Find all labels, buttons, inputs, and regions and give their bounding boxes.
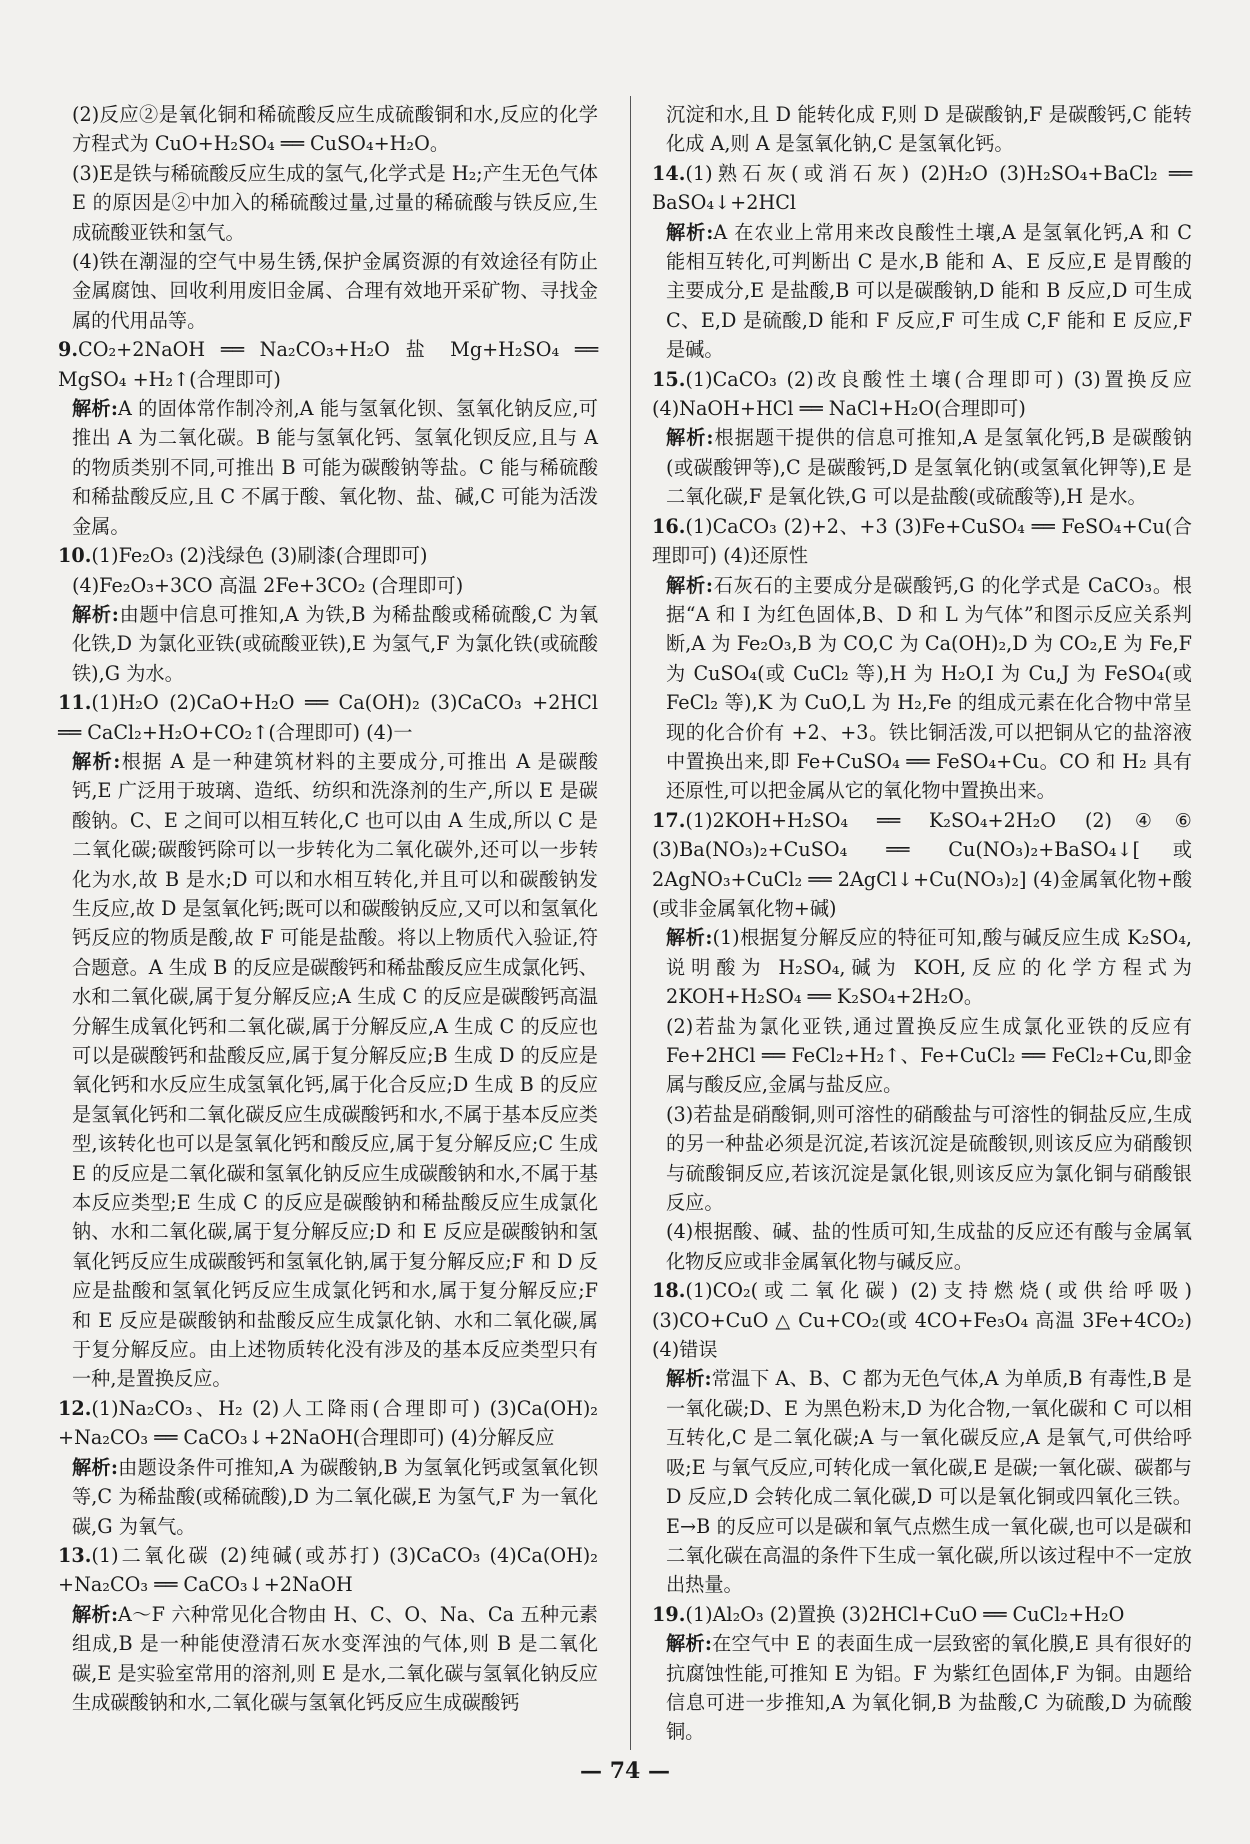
item-number: 12. xyxy=(58,1396,92,1420)
paragraph-text: (3)若盐是硝酸铜,则可溶性的硝酸盐与可溶性的铜盐反应,生成的另一种盐必须是沉淀,若该沉淀是硫酸钡,则该反应为硝酸钡与硫酸铜反应,若该沉淀是氯化银,则该反应为氯化铜与硝酸银反应。 xyxy=(666,1102,1192,1215)
analysis-paragraph xyxy=(652,571,1192,806)
answer-item xyxy=(652,159,1192,218)
paragraph-text: 由题设条件可推知,A 为碳酸钠,B 为氢氧化钙或氢氧化钡等,C 为稀盐酸(或稀硫酸),D 为二氧化碳,E 为氢气,F 为一氧化碳,G 为氧气。 xyxy=(72,1455,598,1538)
paragraph-text: 根据 A 是一种建筑材料的主要成分,可推出 A 是碳酸钙,E 广泛用于玻璃、造纸、纺织和洗涤剂的生产,所以 E 是碳酸钠。C、E 之间可以相互转化,C 也可以由 A 生成,所以 C 是二氧化碳;碳酸钙除可以一步转化为二氧化碳外,还可以一步转化为水,故 B 是水;D 可以和水相互转化,并且可以和碳酸钠发生反应,故 D 是氢氧化钙;既可以和碳酸钠反应,又可以和氢氧化钙反应的物质是酸,故 F 可能是盐酸。将以上物质代入验证,符合题意。A 生成 B 的反应是碳酸钙和稀盐酸反应生成氯化钙、水和二氧化碳,属于复分解反应;A 生成 C 的反应是碳酸钙高温分解生成氧化钙和二氧化碳,属于分解反应,A 生成 C 的反应也可以是碳酸钙和盐酸反应,属于复分解反应;B 生成 D 的反应是氧化钙和水反应生成氢氧化钙,属于化合反应;D 生成 B 的反应是氢氧化钙和二氧化碳反应生成碳酸钙和水,不属于基本反应类型,该转化也可以是氢氧化钙和酸反应,属于复分解反应;C 生成 E 的反应是二氧化碳和氢氧化钠反应生成碳酸钠和水,不属于基本反应类型;E 生成 C 的反应是碳酸钠和稀盐酸反应生成氯化钠、水和二氧化碳,属于复分解反应;D 和 E 反应是碳酸钠和氢氧化钙反应生成碳酸钙和氢氧化钠,属于复分解反应;F 和 D 反应是盐酸和氢氧化钙反应生成氯化钙和水,属于复分解反应;F 和 E 反应是碳酸钠和盐酸反应生成氯化钠、水和二氧化碳,属于复分解反应。由上述物质转化没有涉及的基本反应类型只有一种,是置换反应。 xyxy=(72,749,598,1391)
paragraph-text: (1)二氧化碳 (2)纯碱(或苏打) (3)CaCO₃ (4)Ca(OH)₂ +Na₂CO₃ ══ CaCO₃↓+2NaOH xyxy=(58,1543,598,1597)
answer-paragraph xyxy=(58,247,598,335)
item-number: 17. xyxy=(652,808,686,832)
paragraph-text: (1)Fe₂O₃ (2)浅绿色 (3)刷漆(合理即可) xyxy=(91,544,428,568)
paragraph-text: 在空气中 E 的表面生成一层致密的氧化膜,E 具有很好的抗腐蚀性能,可推知 E 为铝。F 为紫红色固体,F 为铜。由题给信息可进一步推知,A 为氧化铜,B 为盐酸,C 为硫酸,D 为硫酸铜。 xyxy=(666,1632,1192,1744)
item-number: 11. xyxy=(58,691,92,715)
answer-item xyxy=(652,806,1192,924)
item-number: 14. xyxy=(652,161,686,185)
analysis-paragraph xyxy=(652,1364,1192,1599)
page-number: — 74 — xyxy=(580,1758,670,1784)
paragraph-text: A 的固体常作制冷剂,A 能与氢氧化钡、氢氧化钠反应,可推出 A 为二氧化碳。B 能与氢氧化钙、氢氧化钡反应,且与 A 的物质类别不同,可推出 B 可能为碳酸钠等盐。C 能与稀硫酸和稀盐酸反应,且 C 不属于酸、氧化物、盐、碱,C 可能为活泼金属。 xyxy=(72,397,598,538)
analysis-paragraph xyxy=(58,1600,598,1718)
item-number: 9. xyxy=(58,338,79,362)
paragraph-text: (3)E是铁与稀硫酸反应生成的氢气,化学式是 H₂;产生无色气体 E 的原因是②中加入的稀硫酸过量,过量的稀硫酸与铁反应,生成硫酸亚铁和氢气。 xyxy=(72,161,598,244)
item-number: 10. xyxy=(58,544,92,568)
analysis-paragraph xyxy=(58,747,598,1394)
paragraph-text: (2)反应②是氧化铜和稀硫酸反应生成硫酸铜和水,反应的化学方程式为 CuO+H₂SO₄ ══ CuSO₄+H₂O。 xyxy=(72,103,598,156)
paragraph-text: (4)根据酸、碱、盐的性质可知,生成盐的反应还有酸与金属氧化物反应或非金属氧化物与碱反应。 xyxy=(666,1220,1192,1273)
answer-item xyxy=(58,688,598,747)
analysis-paragraph xyxy=(652,923,1192,1011)
paragraph-text: (1)2KOH+H₂SO₄ ══ K₂SO₄+2H₂O (2)④⑥ (3)Ba(NO₃)₂+CuSO₄ ══ Cu(NO₃)₂+BaSO₄↓[或 2AgNO₃+CuCl₂ ══ 2AgCl↓+Cu(NO₃)₂] (4)金属氧化物+酸(或非金属氧化物+碱) xyxy=(652,808,1192,920)
paragraph-text: (1)Na₂CO₃、H₂ (2)人工降雨(合理即可) (3)Ca(OH)₂ +Na₂CO₃ ══ CaCO₃↓+2NaOH(合理即可) (4)分解反应 xyxy=(58,1396,598,1450)
analysis-label: 解析: xyxy=(72,1602,119,1626)
answer-item xyxy=(58,541,598,570)
analysis-paragraph xyxy=(652,423,1192,511)
answer-paragraph xyxy=(58,571,598,600)
paragraph-text: 沉淀和水,且 D 能转化成 F,则 D 是碳酸钠,F 是碳酸钙,C 能转化成 A,则 A 是氢氧化钠,C 是氢氧化钙。 xyxy=(666,103,1192,156)
analysis-label: 解析: xyxy=(666,1367,712,1391)
paragraph-text: 由题中信息可推知,A 为铁,B 为稀盐酸或稀硫酸,C 为氧化铁,D 为氯化亚铁(或硫酸亚铁),E 为氢气,F 为氯化铁(或硫酸铁),G 为水。 xyxy=(72,602,598,685)
analysis-label: 解析: xyxy=(72,397,118,421)
paragraph-text: A 在农业上常用来改良酸性土壤,A 是氢氧化钙,A 和 C 能相互转化,可判断出 C 是水,B 能和 A、E 反应,E 是胃酸的主要成分,E 是盐酸,B 可以是碳酸钠,D 能和 B 反应,D 可生成 C、E,D 是硫酸,D 能和 F 反应,F 可生成 C,F 能和 E 反应,F 是碱。 xyxy=(666,220,1192,362)
paragraph-text: (1)熟石灰(或消石灰) (2)H₂O (3)H₂SO₄+BaCl₂ ══ BaSO₄↓+2HCl xyxy=(652,161,1192,215)
item-number: 15. xyxy=(652,367,686,391)
answer-paragraph xyxy=(652,1100,1192,1218)
paragraph-text: A～F 六种常见化合物由 H、C、O、Na、Ca 五种元素组成,B 是一种能使澄清石灰水变浑浊的气体,则 B 是二氧化碳,E 是实验室常用的溶剂,则 E 是水,二氧化碳与氢氧化钠反应生成碳酸钠和水,二氧化碳与氢氧化钙反应生成碳酸钙 xyxy=(72,1602,598,1714)
analysis-paragraph xyxy=(58,1453,598,1541)
analysis-label: 解析: xyxy=(666,426,714,450)
answer-paragraph xyxy=(652,100,1192,159)
answer-paragraph xyxy=(652,1217,1192,1276)
paragraph-text: (1)CO₂(或二氧化碳) (2)支持燃烧(或供给呼吸) (3)CO+CuO △ Cu+CO₂(或 4CO+Fe₃O₄ 高温 3Fe+4CO₂) (4)错误 xyxy=(652,1279,1192,1362)
paragraph-text: (4)铁在潮湿的空气中易生锈,保护金属资源的有效途径有防止金属腐蚀、回收利用废旧金属、合理有效地开采矿物、寻找金属的代用品等。 xyxy=(72,250,598,332)
paragraph-text: 常温下 A、B、C 都为无色气体,A 为单质,B 有毒性,B 是一氧化碳;D、E 为黑色粉末,D 为化合物,一氧化碳和 C 可以相互转化,C 是二氧化碳;A 与一氧化碳反应,A 是氧气,可供给呼吸;E 与氧气反应,可转化成一氧化碳,E 是碳;一氧化碳、碳都与 D 反应,D 会转化成二氧化碳,D 可以是氧化铜或四氧化三铁。E→B 的反应可以是碳和氧气点燃生成一氧化碳,也可以是碳和二氧化碳在高温的条件下生成一氧化碳,所以该过程中不一定放出热量。 xyxy=(666,1367,1192,1597)
analysis-label: 解析: xyxy=(666,573,713,597)
paragraph-text: 根据题干提供的信息可推知,A 是氢氧化钙,B 是碳酸钠(或碳酸钾等),C 是碳酸钙,D 是氢氧化钠(或氢氧化钾等),E 是二氧化碳,F 是氧化铁,G 可以是盐酸(或硫酸等),H 是水。 xyxy=(666,426,1192,509)
answer-item xyxy=(58,335,598,394)
paragraph-text: (4)Fe₂O₃+3CO 高温 2Fe+3CO₂ (合理即可) xyxy=(72,573,464,597)
paragraph-text: CO₂+2NaOH ══ Na₂CO₃+H₂O 盐 Mg+H₂SO₄ ══ MgSO₄ +H₂↑(合理即可) xyxy=(58,338,598,391)
paragraph-text: (1)CaCO₃ (2)+2、+3 (3)Fe+CuSO₄ ══ FeSO₄+Cu(合理即可) (4)还原性 xyxy=(652,514,1192,568)
analysis-paragraph xyxy=(58,394,598,541)
analysis-label: 解析: xyxy=(666,1632,712,1656)
paragraph-text: 石灰石的主要成分是碳酸钙,G 的化学式是 CaCO₃。根据“A 和 I 为红色固体,B、D 和 L 为气体”和图示反应关系判断,A 为 Fe₂O₃,B 为 CO,C 为 Ca(OH)₂,D 为 CO₂,E 为 Fe,F 为 CuSO₄(或 CuCl₂ 等),H 为 H₂O,I 为 Cu,J 为 FeSO₄(或 FeCl₂ 等),K 为 CuO,L 为 H₂,Fe 的组成元素在化合物中常呈现的化合价有 +2、+3。铁比铜活泼,可以把铜从它的盐溶液中置换出来,即 Fe+CuSO₄ ══ FeSO₄+Cu。CO 和 H₂ 具有还原性,可以把金属从它的氧化物中置换出来。 xyxy=(666,573,1192,803)
answer-item xyxy=(652,1600,1192,1629)
answer-item xyxy=(58,1394,598,1453)
item-number: 16. xyxy=(652,514,686,538)
item-number: 19. xyxy=(652,1602,686,1626)
paragraph-text: (1)Al₂O₃ (2)置换 (3)2HCl+CuO ══ CuCl₂+H₂O xyxy=(685,1602,1125,1626)
analysis-label: 解析: xyxy=(72,749,121,773)
analysis-paragraph xyxy=(652,218,1192,365)
item-number: 13. xyxy=(58,1543,92,1567)
paragraph-text: (2)若盐为氯化亚铁,通过置换反应生成氯化亚铁的反应有 Fe+2HCl ══ FeCl₂+H₂↑、Fe+CuCl₂ ══ FeCl₂+Cu,即金属与酸反应,金属与盐反应。 xyxy=(666,1014,1192,1097)
answer-paragraph xyxy=(58,100,598,159)
analysis-label: 解析: xyxy=(666,220,714,244)
paragraph-text: (1)H₂O (2)CaO+H₂O ══ Ca(OH)₂ (3)CaCO₃ +2HCl ══ CaCl₂+H₂O+CO₂↑(合理即可) (4)一 xyxy=(58,691,598,744)
paragraph-text: (1)CaCO₃ (2)改良酸性土壤(合理即可) (3)置换反应 (4)NaOH+HCl ══ NaCl+H₂O(合理即可) xyxy=(652,367,1192,421)
left-column xyxy=(58,100,598,1717)
analysis-label: 解析: xyxy=(72,1455,118,1479)
analysis-paragraph xyxy=(652,1629,1192,1747)
paragraph-text: (1)根据复分解反应的特征可知,酸与碱反应生成 K₂SO₄,说明酸为 H₂SO₄,碱为 KOH,反应的化学方程式为 2KOH+H₂SO₄ ══ K₂SO₄+2H₂O。 xyxy=(666,926,1192,1009)
right-column xyxy=(652,100,1192,1747)
answer-paragraph xyxy=(58,159,598,247)
answer-item xyxy=(652,1276,1192,1364)
item-number: 18. xyxy=(652,1279,686,1303)
analysis-label: 解析: xyxy=(72,602,119,626)
answer-item xyxy=(58,1541,598,1600)
answer-paragraph xyxy=(652,1012,1192,1100)
answer-item xyxy=(652,365,1192,424)
column-divider xyxy=(630,96,631,1750)
answer-item xyxy=(652,512,1192,571)
analysis-paragraph xyxy=(58,600,598,688)
analysis-label: 解析: xyxy=(666,926,713,950)
